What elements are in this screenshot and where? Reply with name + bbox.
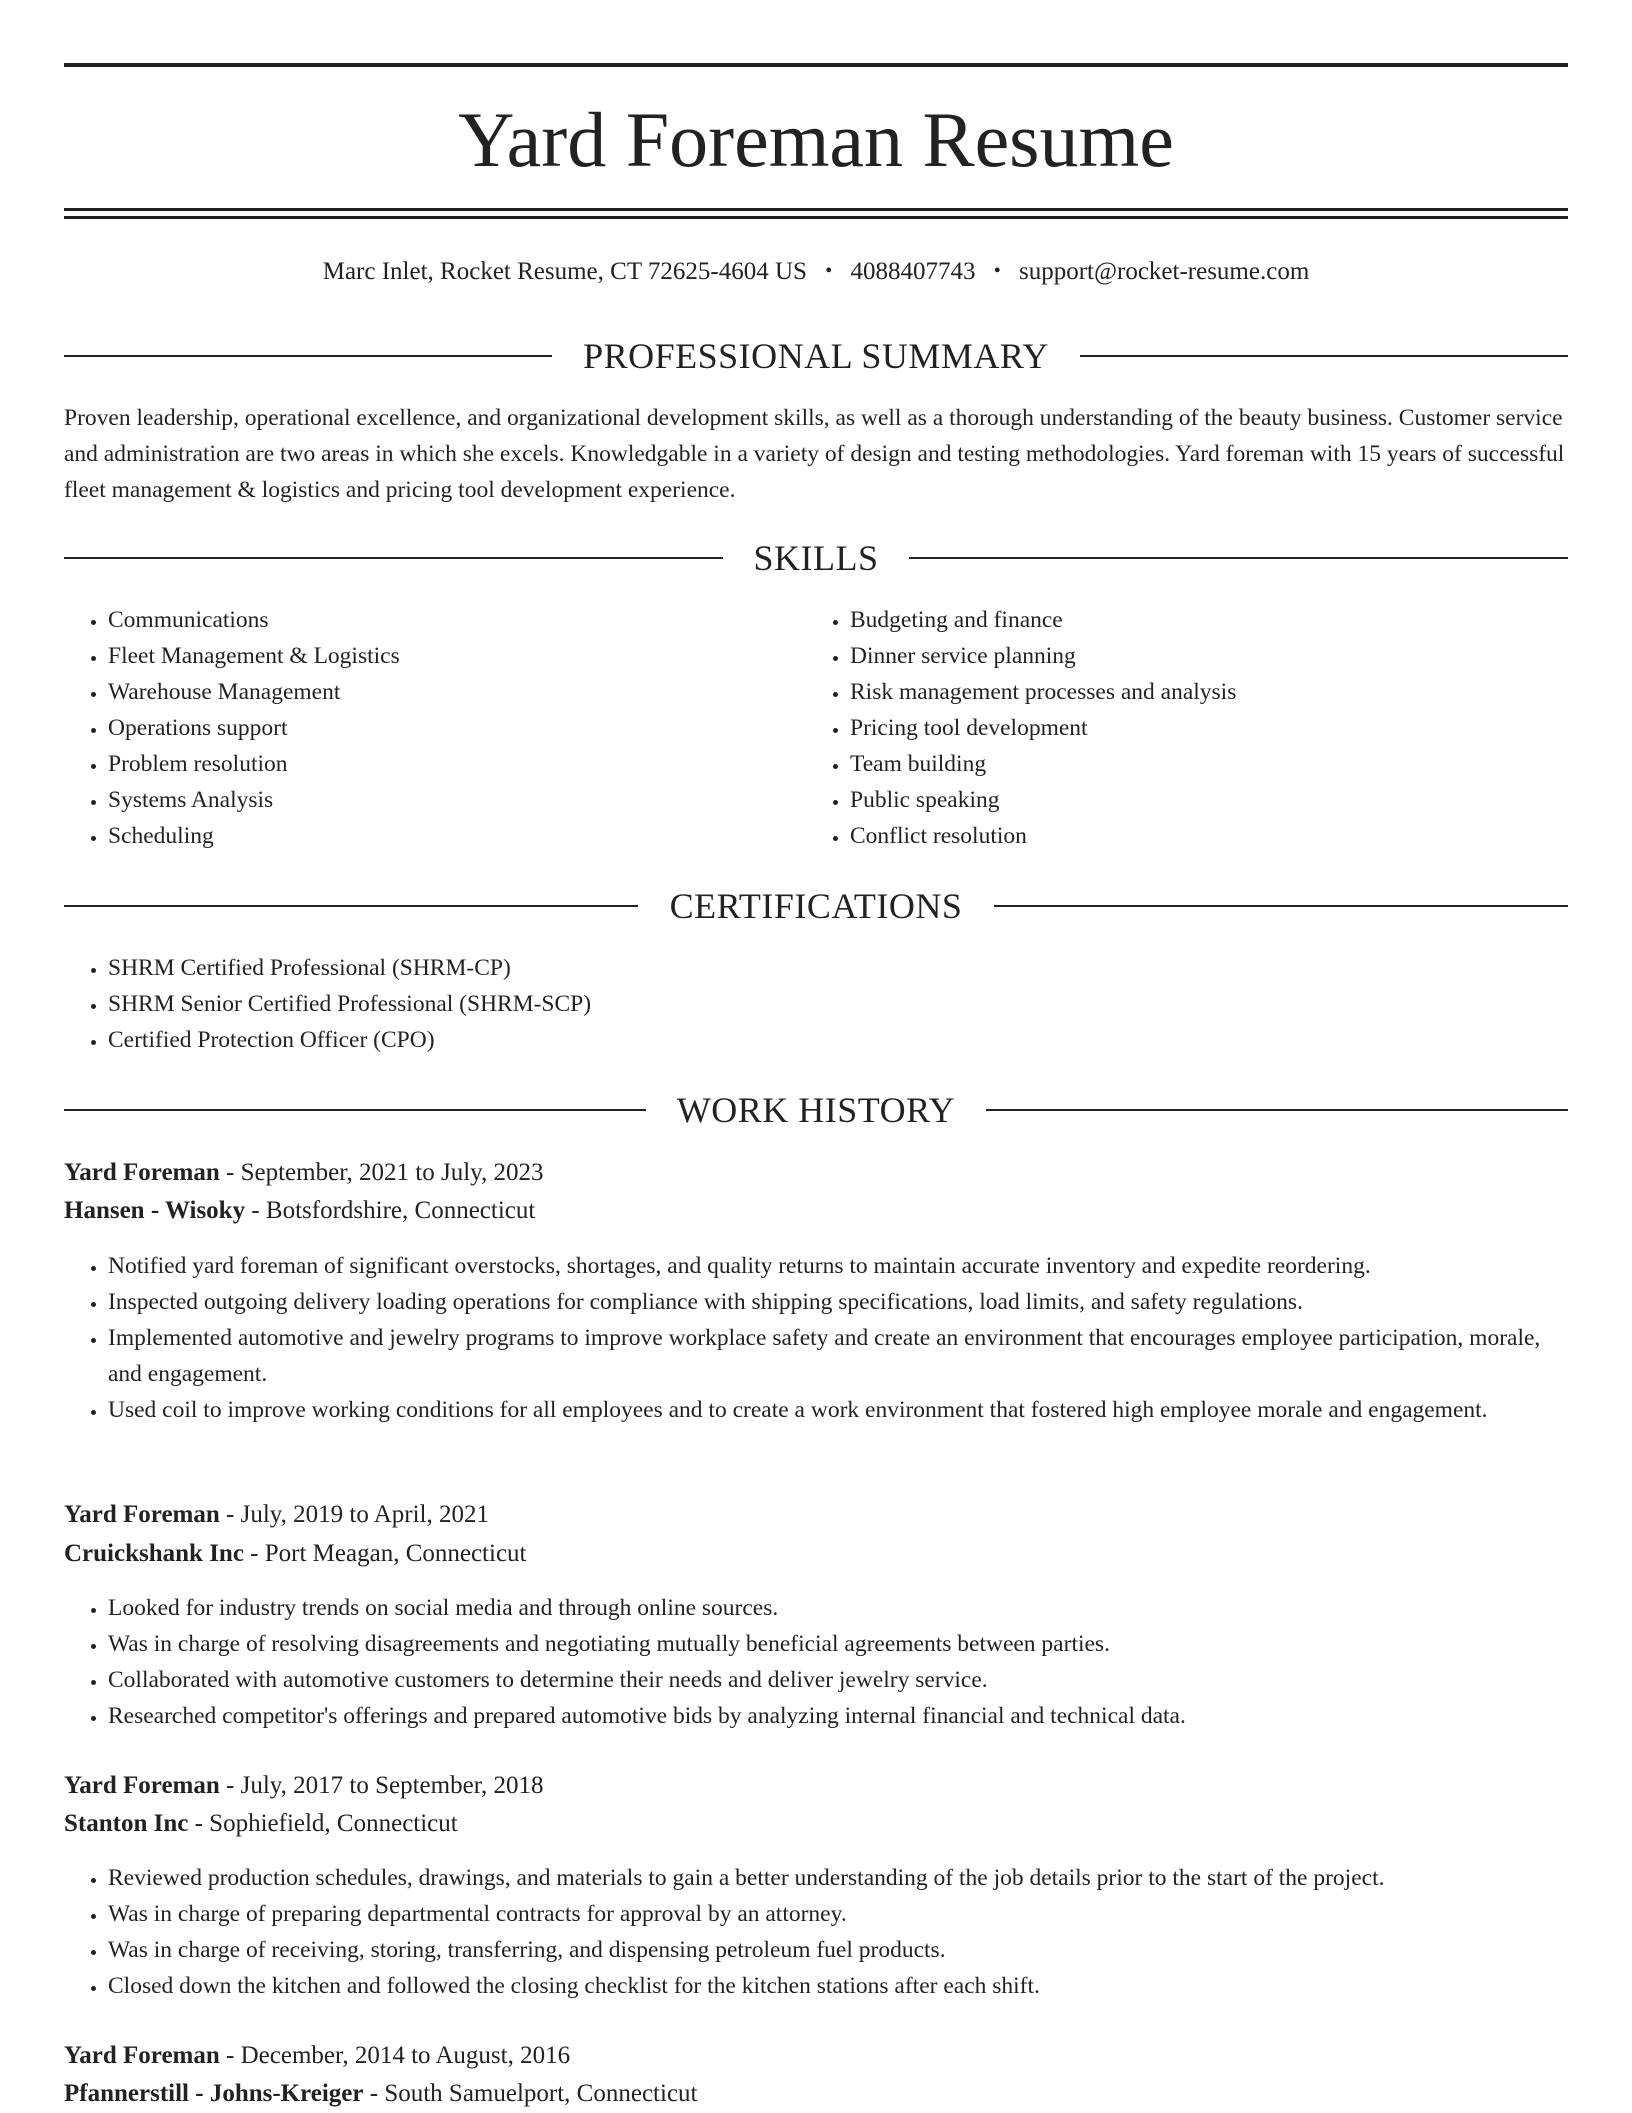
certification-item: • SHRM Senior Certified Professional (SHRM-SCP) — [108, 986, 1568, 1022]
contact-address: Marc Inlet, Rocket Resume, CT 72625-4604 US — [322, 258, 807, 285]
contact-line — [64, 254, 1568, 291]
top-rule — [64, 63, 1568, 67]
summary-section-header — [64, 334, 1568, 378]
job-bullets — [64, 1590, 1568, 1734]
job-title: Yard Foreman — [64, 1501, 220, 1528]
job-bullet: • Collaborated with automotive customers to determine their needs and deliver jewelry service. — [108, 1662, 1568, 1698]
job-title: Yard Foreman — [64, 1772, 220, 1799]
skill-item: • Dinner service planning — [850, 638, 1610, 674]
work-history-heading: WORK HISTORY — [676, 1090, 956, 1130]
skills-heading: SKILLS — [753, 538, 879, 578]
section-rule-right — [994, 905, 1568, 907]
work-history-section-header — [64, 1088, 1568, 1132]
section-rule-right — [1080, 355, 1568, 357]
contact-email: support@rocket-resume.com — [1018, 258, 1310, 285]
title-rule-lower — [64, 216, 1568, 219]
skill-item: • Problem resolution — [108, 746, 808, 782]
job-location: - Sophiefield, Connecticut — [188, 1810, 458, 1837]
title-rule-upper — [64, 208, 1568, 211]
summary-text: Proven leadership, operational excellence, and organizational development skills, as well as a thorough understanding of the beauty business. Customer service and administration are two areas in which she excels. Knowledgable in a variety of design and testing methodologies. Yard foreman with 15 years of successful fleet management & logistics and pricing tool development experience. — [64, 405, 1565, 503]
contact-phone: 4088407743 — [850, 258, 976, 285]
job-company: Cruickshank Inc — [64, 1540, 244, 1567]
job-title-line — [64, 2037, 1568, 2075]
skill-item: • Warehouse Management — [108, 674, 808, 710]
job-title: Yard Foreman — [64, 2042, 220, 2069]
job-dates: - July, 2019 to April, 2021 — [219, 1501, 489, 1528]
certification-item: • SHRM Certified Professional (SHRM-CP) — [108, 950, 1568, 986]
job-bullet: • Reviewed production schedules, drawings, and materials to gain a better understanding of the job details prior to the start of the project. — [108, 1860, 1568, 1896]
certifications-heading: CERTIFICATIONS — [669, 886, 963, 926]
job-bullet: • Used coil to improve working conditions for all employees and to create a work environment that fostered high employee morale and engagement. — [108, 1392, 1568, 1428]
job-bullet: • Was in charge of preparing departmental contracts for approval by an attorney. — [108, 1896, 1568, 1932]
summary-heading: PROFESSIONAL SUMMARY — [583, 336, 1049, 376]
resume-title: Yard Foreman Resume — [458, 96, 1174, 183]
skill-item: • Fleet Management & Logistics — [108, 638, 808, 674]
job-bullet: • Notified yard foreman of significant overstocks, shortages, and quality returns to maintain accurate inventory and expedite reordering. — [108, 1248, 1568, 1284]
job-company-line — [64, 2075, 1568, 2113]
skill-item: • Communications — [108, 602, 808, 638]
skill-item: • Public speaking — [850, 782, 1610, 818]
job-company-line — [64, 1192, 1568, 1230]
job-title-line — [64, 1767, 1568, 1805]
skill-item: • Pricing tool development — [850, 710, 1610, 746]
contact-separator: • — [825, 260, 833, 282]
job-dates: - December, 2014 to August, 2016 — [219, 2042, 571, 2069]
job-bullets — [64, 1860, 1568, 2004]
job-company: Hansen - Wisoky — [64, 1197, 246, 1224]
skill-item: • Scheduling — [108, 818, 808, 854]
job-company-line — [64, 1805, 1568, 1843]
job-bullets — [64, 1248, 1568, 1428]
job-bullet: • Closed down the kitchen and followed the closing checklist for the kitchen stations after each shift. — [108, 1968, 1568, 2004]
job-bullet: • Was in charge of resolving disagreements and negotiating mutually beneficial agreements between parties. — [108, 1626, 1568, 1662]
skill-item: • Team building — [850, 746, 1610, 782]
job-company: Pfannerstill - Johns-Kreiger — [64, 2080, 364, 2107]
skill-item: • Conflict resolution — [850, 818, 1610, 854]
job-title: Yard Foreman — [64, 1159, 220, 1186]
certification-item: • Certified Protection Officer (CPO) — [108, 1022, 1568, 1058]
skill-item: • Operations support — [108, 710, 808, 746]
certifications-section-header — [64, 884, 1568, 928]
job-bullet: • Inspected outgoing delivery loading operations for compliance with shipping specifications, load limits, and safety regulations. — [108, 1284, 1568, 1320]
section-rule-right — [909, 557, 1568, 559]
skill-item: • Budgeting and finance — [850, 602, 1610, 638]
job-company-line — [64, 1535, 1568, 1573]
job-location: - South Samuelport, Connecticut — [363, 2080, 698, 2107]
job-location: - Botsfordshire, Connecticut — [245, 1197, 536, 1224]
skill-item: • Systems Analysis — [108, 782, 808, 818]
skills-list-left — [64, 602, 808, 854]
job-dates: - July, 2017 to September, 2018 — [219, 1772, 544, 1799]
job-bullet: • Looked for industry trends on social media and through online sources. — [108, 1590, 1568, 1626]
skill-item: • Risk management processes and analysis — [850, 674, 1610, 710]
job-title-line — [64, 1496, 1568, 1534]
job-bullet: • Implemented automotive and jewelry programs to improve workplace safety and create an environment that encourages employee participation, morale, and engagement. — [108, 1320, 1568, 1392]
contact-separator: • — [993, 260, 1001, 282]
job-company: Stanton Inc — [64, 1810, 189, 1837]
job-bullet: • Researched competitor's offerings and prepared automotive bids by analyzing internal financial and technical data. — [108, 1698, 1568, 1734]
section-rule-right — [986, 1109, 1568, 1111]
skills-list-right — [806, 602, 1610, 854]
job-location: - Port Meagan, Connecticut — [243, 1540, 527, 1567]
job-title-line — [64, 1154, 1568, 1192]
skills-section-header — [64, 536, 1568, 580]
job-bullet: • Was in charge of receiving, storing, transferring, and dispensing petroleum fuel products. — [108, 1932, 1568, 1968]
job-dates: - September, 2021 to July, 2023 — [219, 1159, 544, 1186]
certifications-list — [64, 950, 1568, 1058]
